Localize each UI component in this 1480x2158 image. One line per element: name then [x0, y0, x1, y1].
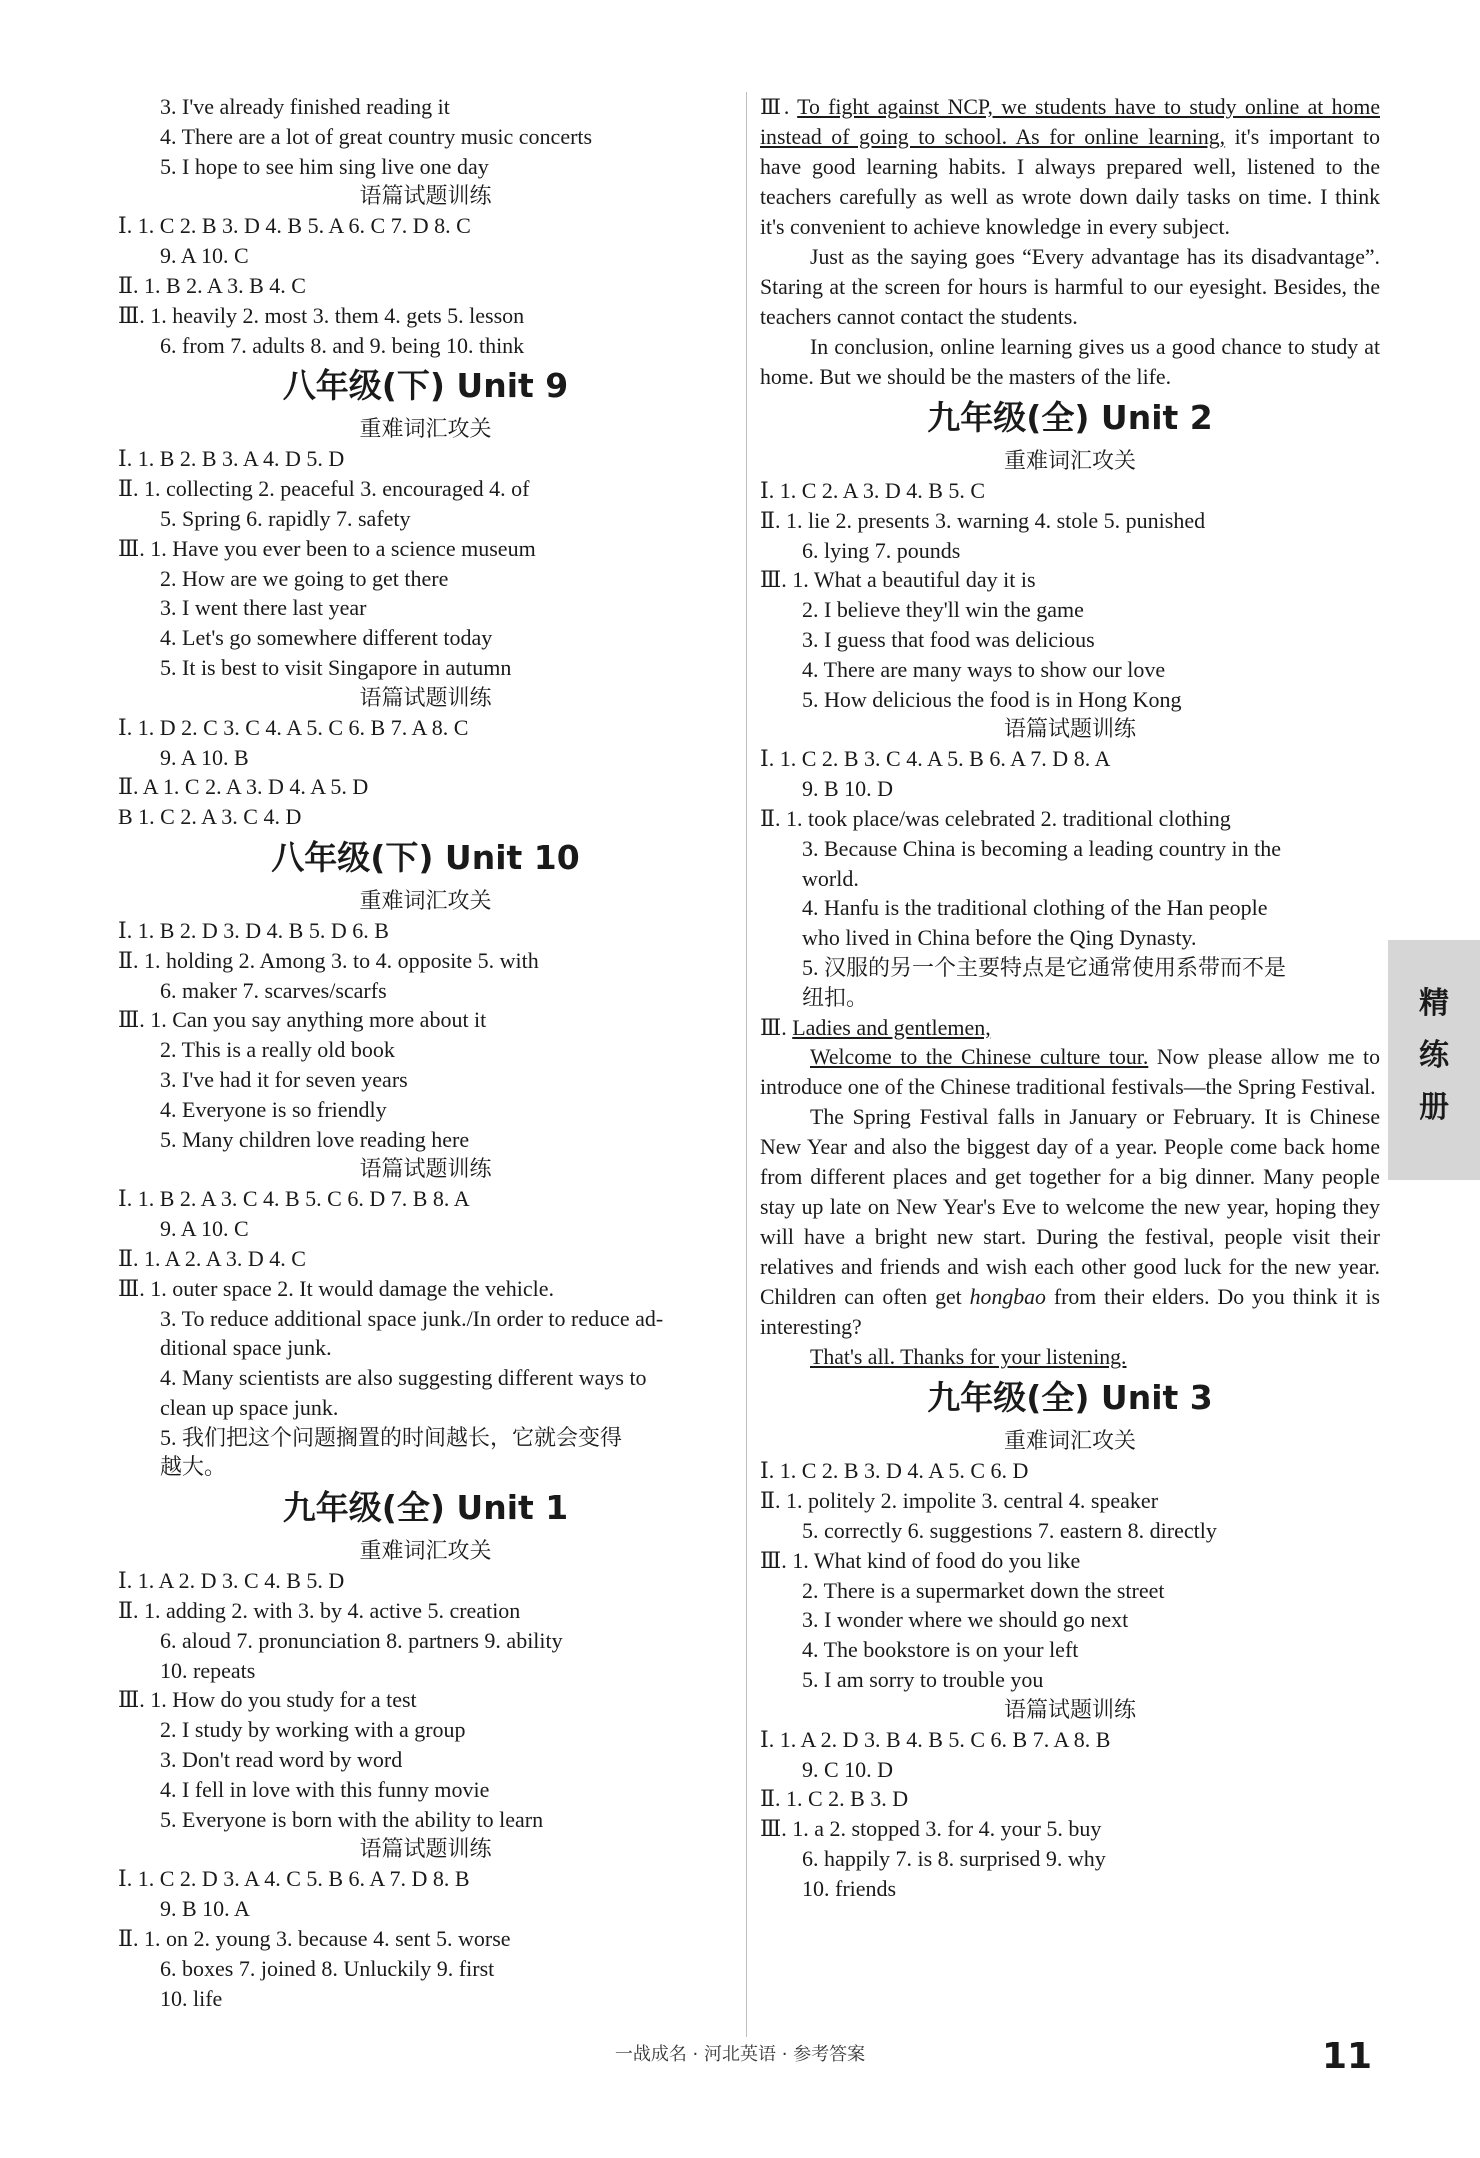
unit-title: 八年级(下) Unit 10 [271, 837, 580, 877]
answer-line: 9. B 10. D [802, 776, 894, 802]
answer-line: 5. Everyone is born with the ability to learn [160, 1806, 544, 1832]
answer-line: 9. C 10. D [802, 1756, 894, 1782]
answer-line: Ⅰ. 1. C 2. D 3. A 4. C 5. B 6. A 7. D 8. B [118, 1866, 470, 1892]
answer-line: Ⅲ. 1. heavily 2. most 3. them 4. gets 5. lesson [118, 302, 525, 328]
answer-line: Ⅰ. 1. D 2. C 3. C 4. A 5. C 6. B 7. A 8. C [118, 714, 469, 740]
underlined-text: Ladies and gentlemen, [792, 1014, 991, 1040]
essay-paragraph [760, 332, 1380, 392]
text-run: it's important to have good learning habits. I always prepared well, listened to the teachers carefully as well as wrote down daily tasks on time. I think it's convenient to achieve knowledge in every subject. [760, 125, 1381, 239]
column-divider [746, 92, 747, 2037]
page-number: 11 [1322, 2036, 1373, 2077]
answer-line: 3. I went there last year [160, 595, 367, 621]
side-tab-char: 精 [1419, 986, 1449, 1021]
answer-line: 5. 汉服的另一个主要特点是它通常使用系带而不是 [802, 954, 1287, 980]
answer-line: Ⅰ. 1. A 2. D 3. B 4. B 5. C 6. B 7. A 8. B [760, 1726, 1111, 1752]
answer-line: Ⅰ. 1. B 2. A 3. C 4. B 5. C 6. D 7. B 8. A [118, 1186, 470, 1212]
underlined-text: That's all. Thanks for your listening. [810, 1345, 1127, 1370]
answer-line: Ⅲ. 1. Can you say anything more about it [118, 1007, 487, 1033]
answer-line: 5. I hope to see him sing live one day [160, 153, 489, 179]
answer-line: 9. A 10. B [160, 744, 249, 770]
answer-line: 4. Many scientists are also suggesting different ways to [160, 1365, 647, 1391]
footer: 一战成名 · 河北英语 · 参考答案 [614, 2044, 866, 2065]
text-run: The Spring Festival falls in January or February. It is Chinese New Year and also the biggest day of a year. People come back home from different places and get together for a big dinner. Many people stay up late on New Year's Eve to welcome the new year, hoping they will have a bright new start. During the festival, people visit their relatives and friends and wish each other good luck for the new year. Children can often get [760, 1105, 1380, 1310]
essay-paragraph [760, 1342, 1380, 1372]
side-tab-char: 练 [1419, 1038, 1449, 1073]
answer-line: 3. I've already finished reading it [160, 94, 450, 119]
text-run: Now please allow me to introduce one of the Chinese traditional festivals—the Spring Festival. [760, 1045, 1380, 1100]
answer-line: 10. friends [802, 1875, 897, 1901]
section-heading: 语篇试题训练 [359, 1156, 492, 1182]
answer-line: Ⅱ. 1. lie 2. presents 3. warning 4. stole 5. punished [760, 507, 1206, 533]
answer-line: who lived in China before the Qing Dynasty. [802, 925, 1197, 951]
answer-line: 6. from 7. adults 8. and 9. being 10. think [160, 332, 525, 358]
unit-title: 九年级(全) Unit 1 [282, 1488, 569, 1528]
answer-line: Ⅲ. 1. What a beautiful day it is [760, 567, 1036, 593]
answer-line: 9. A 10. C [160, 1216, 249, 1242]
answer-line: Ⅱ. 1. on 2. young 3. because 4. sent 5. worse [118, 1926, 511, 1952]
answer-line: 5. Spring 6. rapidly 7. safety [160, 505, 411, 531]
answer-line: 6. maker 7. scarves/scarfs [160, 977, 387, 1003]
answer-line: 4. Let's go somewhere different today [160, 625, 493, 651]
section-heading: 语篇试题训练 [359, 1836, 492, 1862]
answer-line: 4. I fell in love with this funny movie [160, 1776, 490, 1802]
answer-line: Ⅰ. 1. A 2. D 3. C 4. B 5. D [118, 1568, 345, 1594]
answer-line: 4. There are many ways to show our love [802, 656, 1166, 682]
unit-title: 八年级(下) Unit 9 [282, 366, 569, 406]
answer-line: 2. I believe they'll win the game [802, 597, 1084, 623]
text-run: Ⅲ. [760, 1014, 793, 1040]
right-column [760, 92, 1380, 1904]
answer-line: Ⅱ. 1. took place/was celebrated 2. traditional clothing [760, 805, 1231, 831]
answer-line: 5. It is best to visit Singapore in autumn [160, 654, 512, 680]
answer-line: 2. There is a supermarket down the street [802, 1577, 1165, 1603]
essay-paragraph [760, 92, 1380, 242]
answer-line: Ⅰ. 1. C 2. B 3. D 4. B 5. A 6. C 7. D 8. C [118, 213, 471, 239]
answer-line: 3. I wonder where we should go next [802, 1607, 1129, 1633]
answer-line: Ⅲ. 1. outer space 2. It would damage the vehicle. [118, 1275, 555, 1301]
answer-line: Ⅱ. 1. C 2. B 3. D [760, 1786, 909, 1812]
answer-line: 2. I study by working with a group [160, 1717, 466, 1743]
section-heading: 语篇试题训练 [359, 684, 492, 710]
answer-line: 2. This is a really old book [160, 1037, 395, 1063]
essay-paragraph [760, 1102, 1380, 1342]
answer-line: B 1. C 2. A 3. C 4. D [118, 804, 302, 830]
answer-line: 2. How are we going to get there [160, 565, 449, 591]
answer-line: 9. B 10. A [160, 1896, 250, 1922]
section-heading: 语篇试题训练 [1003, 1696, 1136, 1722]
answer-line: 6. lying 7. pounds [802, 537, 961, 563]
answer-line: Ⅱ. 1. collecting 2. peaceful 3. encouraged 4. of [118, 476, 530, 502]
answer-line: 5. How delicious the food is in Hong Kong [802, 686, 1182, 712]
section-heading: 重难词汇攻关 [1003, 448, 1136, 473]
answer-line: 6. aloud 7. pronunciation 8. partners 9. ability [160, 1627, 563, 1653]
answer-line: Ⅲ. 1. Have you ever been to a science museum [118, 535, 536, 561]
answer-line: 4. Everyone is so friendly [160, 1096, 387, 1122]
answer-line: 越大。 [160, 1454, 227, 1480]
answer-line: Ⅲ. 1. What kind of food do you like [760, 1547, 1081, 1573]
answer-line: 3. Because China is becoming a leading country in the [802, 835, 1281, 861]
answer-line: 4. The bookstore is on your left [802, 1637, 1079, 1663]
text-run: In conclusion, online learning gives us a good chance to study at home. But we should be the masters of the life. [760, 335, 1380, 389]
answer-line: 6. boxes 7. joined 8. Unluckily 9. first [160, 1955, 495, 1981]
section-heading: 重难词汇攻关 [359, 416, 492, 442]
underlined-text: To fight against NCP, we students have to study online at home instead of going to school. As for online learning, [760, 95, 1380, 149]
left-column [118, 92, 733, 2013]
answer-line: Ⅱ. 1. holding 2. Among 3. to 4. opposite 5. with [118, 947, 539, 973]
section-heading: 重难词汇攻关 [359, 1538, 492, 1564]
section-heading: 重难词汇攻关 [1003, 1428, 1136, 1454]
answer-line: 10. life [160, 1985, 223, 2011]
answer-line: Ⅰ. 1. B 2. B 3. A 4. D 5. D [118, 446, 345, 472]
essay-paragraph [760, 1042, 1380, 1102]
answer-line: Ⅱ. 1. adding 2. with 3. by 4. active 5. creation [118, 1598, 521, 1624]
section-heading: 语篇试题训练 [1003, 716, 1136, 742]
answer-line: Ⅰ. 1. C 2. A 3. D 4. B 5. C [760, 478, 986, 503]
answer-line: 3. I guess that food was delicious [802, 626, 1095, 652]
answer-line: Ⅲ. 1. How do you study for a test [118, 1687, 417, 1713]
unit-title: 九年级(全) Unit 2 [927, 398, 1213, 437]
essay-paragraph [760, 242, 1380, 332]
answer-line: 纽扣。 [802, 984, 869, 1010]
text-run: Ⅲ. [760, 95, 798, 119]
text-run: Just as the saying goes “Every advantage has its disadvantage”. Staring at the screen for hours is harmful to our eyesight. Besides, the teachers cannot contact the students. [760, 245, 1380, 329]
answer-line: Ⅱ. 1. politely 2. impolite 3. central 4. speaker [760, 1488, 1159, 1514]
answer-line: 3. I've had it for seven years [160, 1066, 408, 1092]
unit-title: 九年级(全) Unit 3 [927, 1378, 1213, 1418]
answer-line: Ⅱ. 1. B 2. A 3. B 4. C [118, 272, 306, 298]
answer-line: 5. Many children love reading here [160, 1126, 470, 1152]
answer-line: 3. To reduce additional space junk./In order to reduce ad- [160, 1305, 664, 1331]
answer-line: Ⅱ. 1. A 2. A 3. D 4. C [118, 1245, 306, 1271]
answer-line: 4. Hanfu is the traditional clothing of the Han people [802, 895, 1268, 921]
answer-line: Ⅲ. 1. a 2. stopped 3. for 4. your 5. buy [760, 1816, 1102, 1842]
answer-line: Ⅰ. 1. C 2. B 3. C 4. A 5. B 6. A 7. D 8. A [760, 746, 1111, 772]
answer-line: 9. A 10. C [160, 243, 249, 269]
italic-text: hongbao [969, 1285, 1046, 1310]
answer-line: 5. correctly 6. suggestions 7. eastern 8. directly [802, 1517, 1217, 1543]
side-tab [1388, 940, 1480, 1180]
answer-line [760, 1013, 1380, 1043]
answer-line: clean up space junk. [160, 1394, 339, 1420]
answer-line: 3. Don't read word by word [160, 1747, 403, 1773]
text-run: from their elders. Do you think it is interesting? [760, 1285, 1380, 1340]
answer-line: 6. happily 7. is 8. surprised 9. why [802, 1845, 1106, 1871]
answer-line: Ⅱ. A 1. C 2. A 3. D 4. A 5. D [118, 774, 369, 800]
section-heading: 重难词汇攻关 [359, 887, 492, 913]
answer-line: world. [802, 865, 859, 891]
answer-line: 10. repeats [160, 1657, 256, 1683]
answer-line: 4. There are a lot of great country music concerts [160, 123, 593, 149]
answer-line: ditional space junk. [160, 1335, 332, 1361]
answer-line: Ⅰ. 1. B 2. D 3. D 4. B 5. D 6. B [118, 917, 389, 943]
section-heading: 语篇试题训练 [359, 183, 492, 209]
underlined-text: Welcome to the Chinese culture tour. [810, 1045, 1149, 1070]
answer-line: Ⅰ. 1. C 2. B 3. D 4. A 5. C 6. D [760, 1458, 1029, 1484]
side-tab-char: 册 [1419, 1090, 1449, 1125]
answer-line: 5. 我们把这个问题搁置的时间越长，它就会变得 [160, 1424, 623, 1450]
answer-line: 5. I am sorry to trouble you [802, 1666, 1044, 1692]
